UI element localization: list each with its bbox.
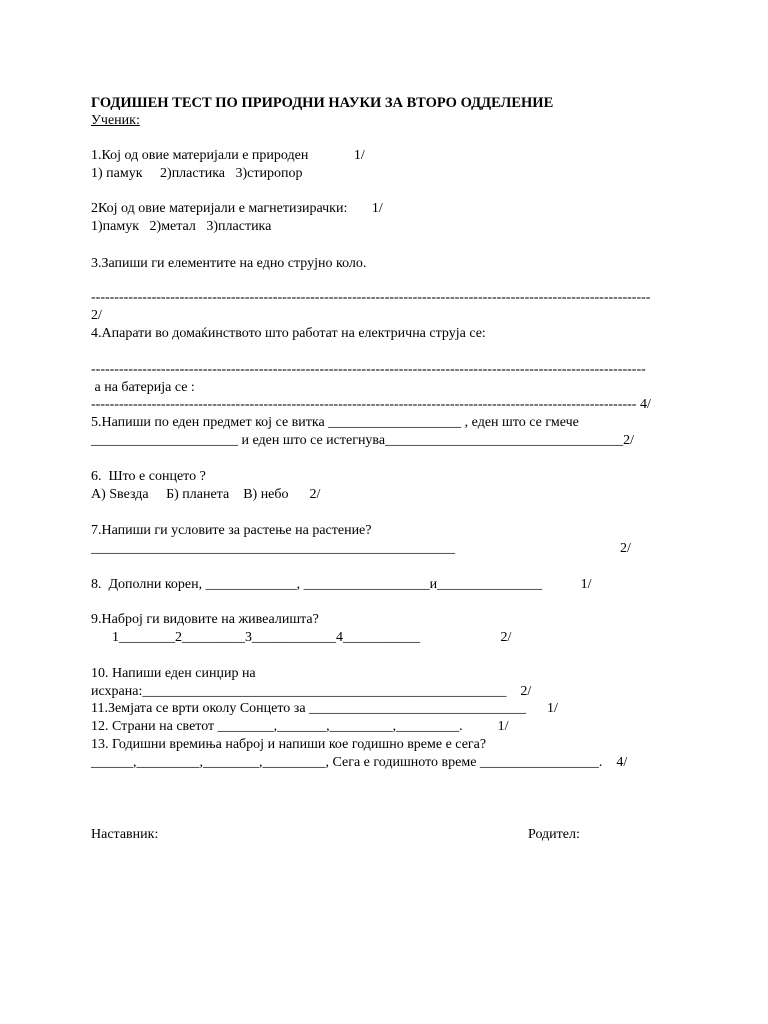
question-10-continuation: исхрана:____________________________________________________ 2/ [91,684,532,699]
teacher-label: Наставник: [91,827,159,842]
document-title: ГОДИШЕН ТЕСТ ПО ПРИРОДНИ НАУКИ ЗА ВТОРО ОДДЕЛЕНИЕ [91,95,554,111]
parent-label: Родител: [528,827,580,842]
question-7-answer-line: ____________________________________________________ [91,541,455,556]
question-5-continuation: _____________________ и еден што се истегнува__________________________________2/ [91,433,634,448]
question-7-score: 2/ [620,541,631,556]
question-11: 11.Земјата се врти околу Сонцето за _______________________________ 1/ [91,701,558,716]
question-13: 13. Годишни времиња наброј и напиши кое годишно време е сега? [91,737,487,752]
question-4-answer-line-2: --------------------------------------------------------------------------------------------------------------------- 4/ [91,397,651,412]
question-2: 2Кој од овие материјали е магнетизирачки: 1/ [91,201,383,216]
question-3-answer-line: ------------------------------------------------------------------------------------------------------------------------ [91,290,651,305]
question-9: 9.Наброј ги видовите на живеалишта? [91,612,319,627]
question-3-score: 2/ [91,308,102,323]
question-10: 10. Напиши еден синџир на [91,666,256,681]
question-4-battery: а на батерија се : [91,380,195,395]
question-3: 3.Запиши ги елементите на едно струјно коло. [91,256,367,271]
question-6: 6. Што е сонцето ? [91,469,206,484]
question-8: 8. Дополни корен, _____________, __________________и_______________ 1/ [91,577,592,592]
question-2-options: 1)памук 2)метал 3)пластика [91,219,272,234]
question-4: 4.Апарати во домаќинството што работат на електрична струја се: [91,326,486,341]
question-7: 7.Напиши ги условите за растење на растение? [91,523,372,538]
question-6-options: А) Ѕвезда Б) планета В) небо 2/ [91,487,321,502]
question-1: 1.Кој од овие материјали е природен 1/ [91,148,365,163]
question-4-answer-line: ----------------------------------------------------------------------------------------------------------------------- [91,362,646,377]
question-9-answer-line: 1________2_________3____________4___________ 2/ [91,630,512,645]
student-label: Ученик: [91,113,140,128]
question-12: 12. Страни на светот ________,_______,_________,_________. 1/ [91,719,509,734]
question-13-answer-line: ______,_________,________,_________, Сега е годишното време _________________. 4/ [91,755,628,770]
question-5: 5.Напиши по еден предмет кој се витка ___________________ , еден што се гмече [91,415,579,430]
question-1-options: 1) памук 2)пластика 3)стиропор [91,166,303,181]
